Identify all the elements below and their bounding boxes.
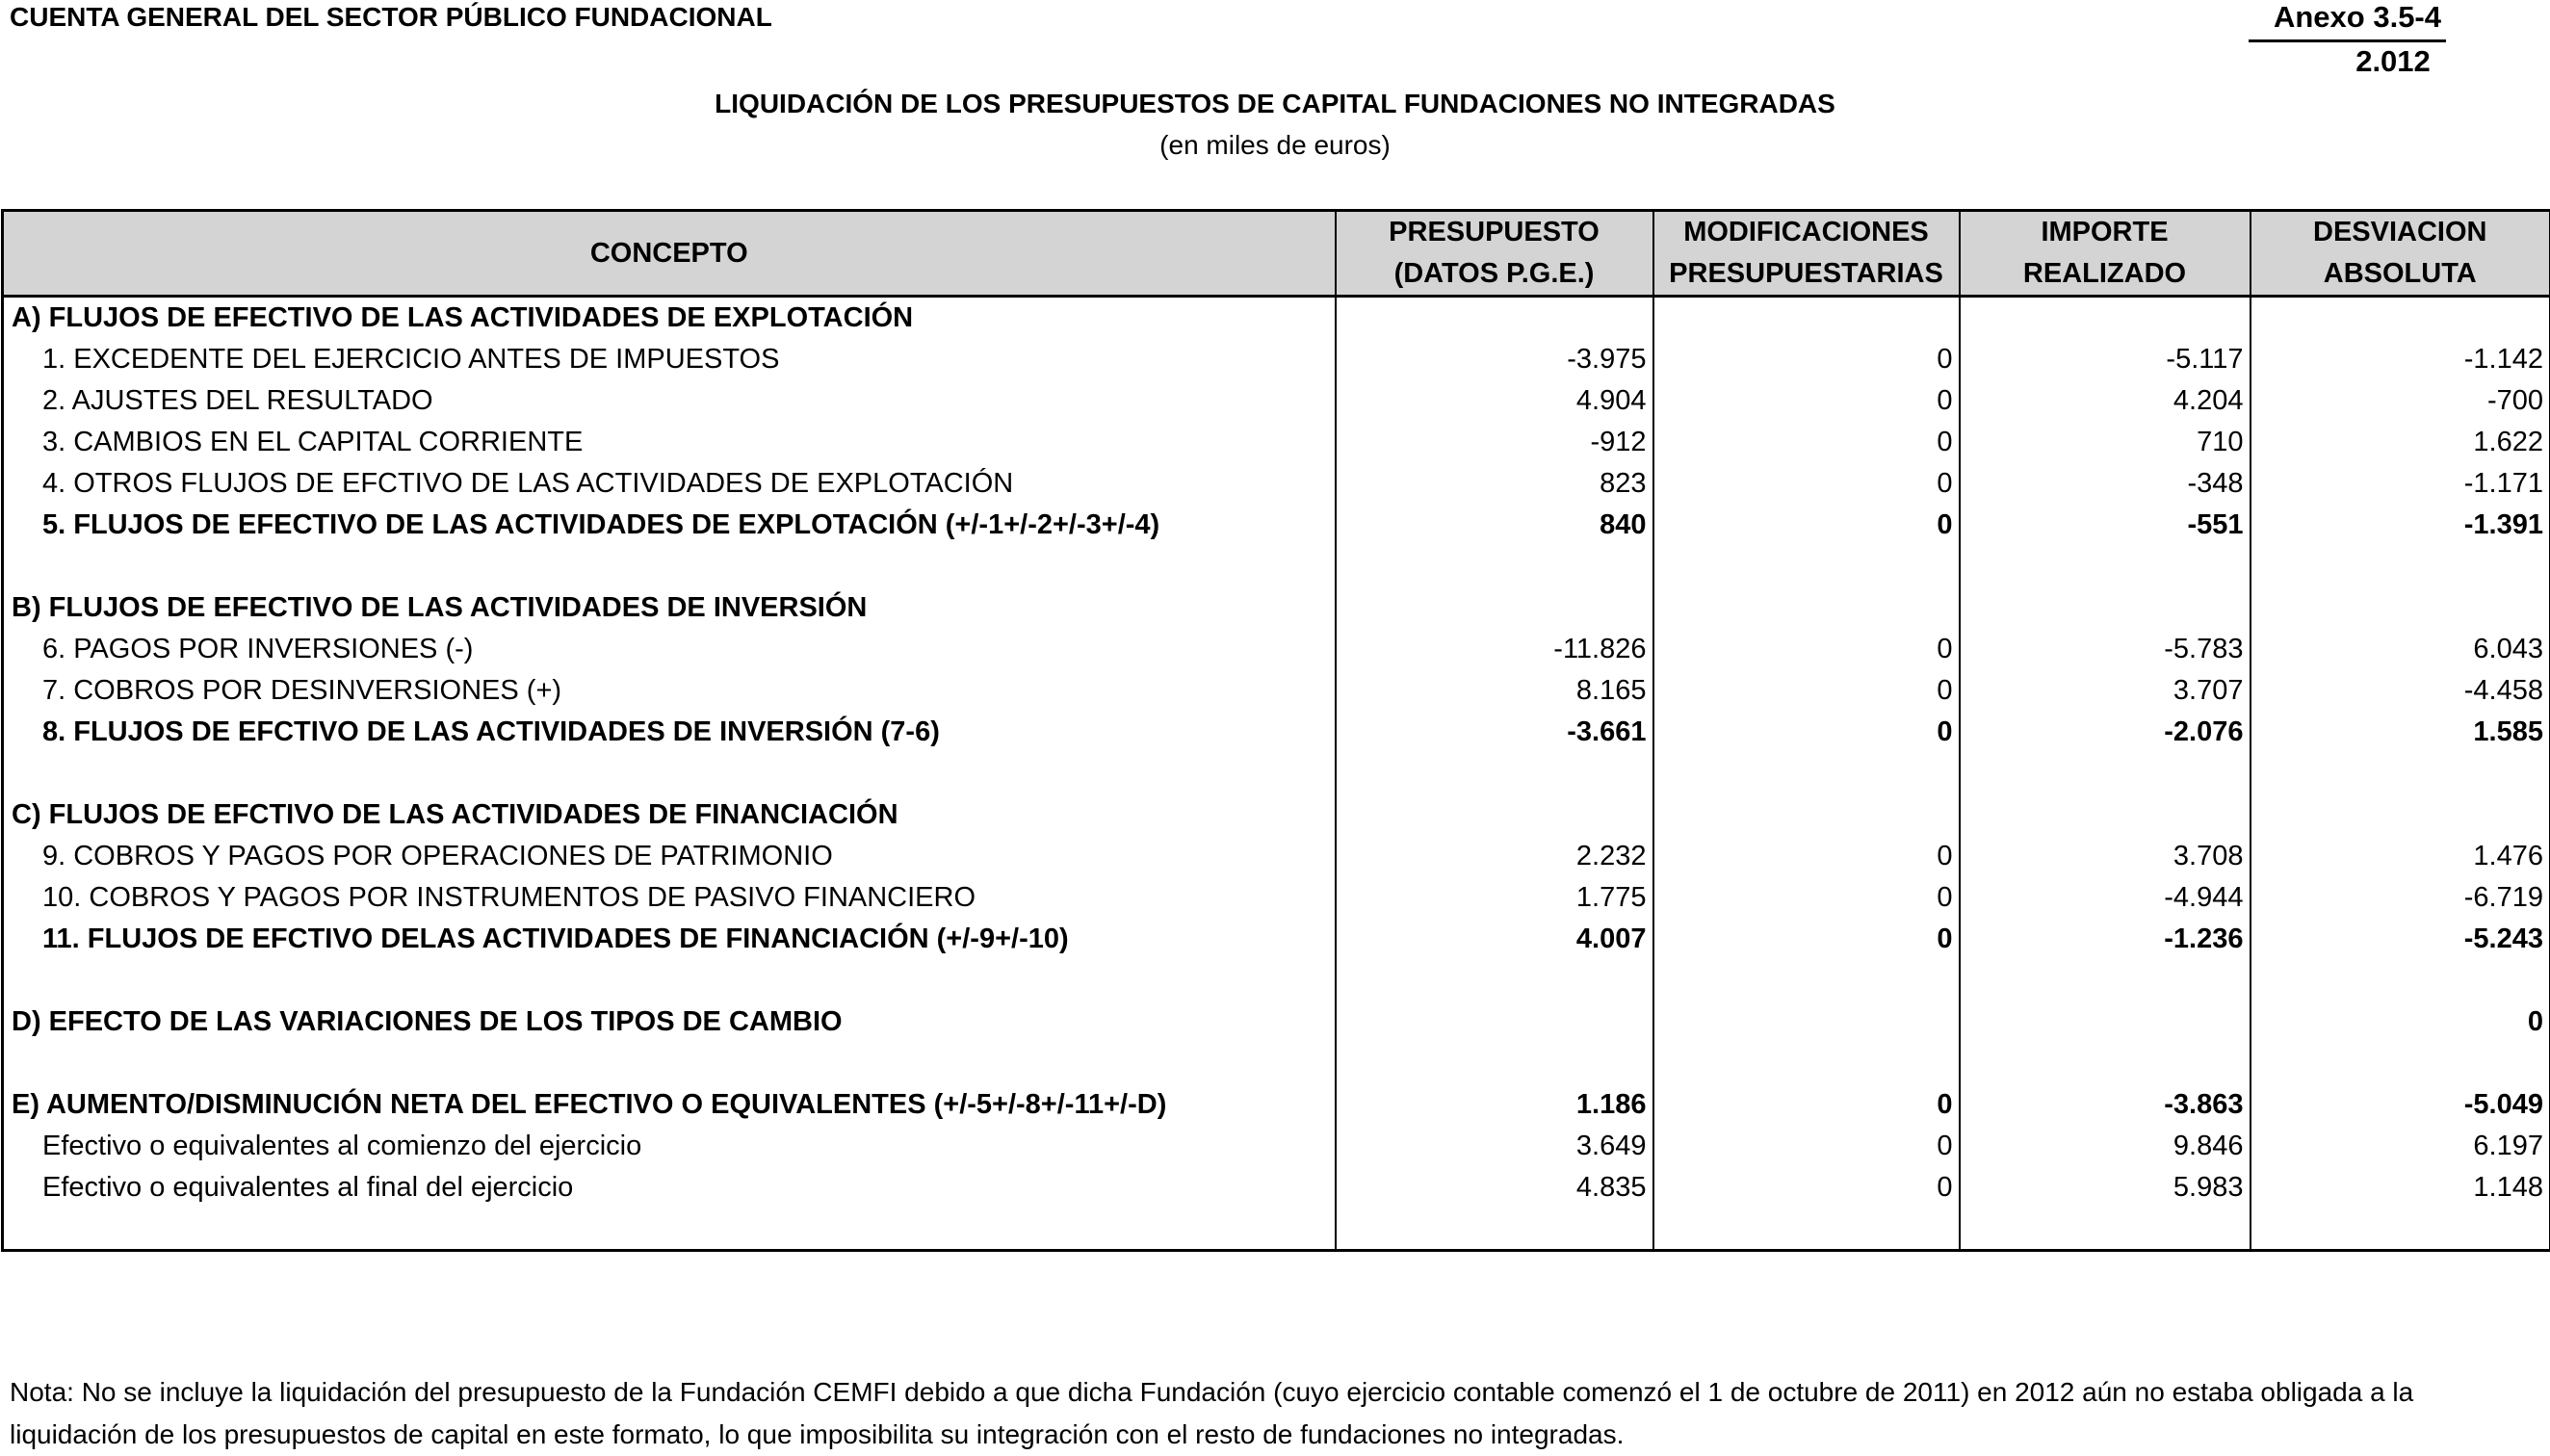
row-label: D) EFECTO DE LAS VARIACIONES DE LOS TIPOS DE CAMBIO bbox=[3, 1001, 1336, 1043]
cell-presupuesto: 3.649 bbox=[1336, 1126, 1653, 1167]
row-label: 8. FLUJOS DE EFCTIVO DE LAS ACTIVIDADES DE INVERSIÓN (7-6) bbox=[3, 712, 1336, 753]
cell-desviacion: 1.585 bbox=[2251, 712, 2550, 753]
cell-importe-realizado: -551 bbox=[1960, 505, 2251, 546]
cell-importe-realizado: 710 bbox=[1960, 422, 2251, 463]
table-row bbox=[3, 546, 2550, 587]
cell-importe-realizado bbox=[1960, 960, 2251, 1001]
cell-importe-realizado: 4.204 bbox=[1960, 380, 2251, 422]
cell-presupuesto: 823 bbox=[1336, 463, 1653, 505]
column-header-presupuesto: PRESUPUESTO (DATOS P.G.E.) bbox=[1336, 211, 1653, 297]
row-label: E) AUMENTO/DISMINUCIÓN NETA DEL EFECTIVO O EQUIVALENTES (+/-5+/-8+/-11+/-D) bbox=[3, 1084, 1336, 1126]
column-header-desviacion: DESVIACION ABSOLUTA bbox=[2251, 211, 2550, 297]
cell-modificaciones: 0 bbox=[1653, 1167, 1960, 1209]
cell-desviacion: 1.622 bbox=[2251, 422, 2550, 463]
cell-importe-realizado: 5.983 bbox=[1960, 1167, 2251, 1209]
table-row bbox=[3, 1001, 2550, 1043]
cell-importe-realizado: 9.846 bbox=[1960, 1126, 2251, 1167]
row-label: 4. OTROS FLUJOS DE EFCTIVO DE LAS ACTIVIDADES DE EXPLOTACIÓN bbox=[3, 463, 1336, 505]
table-body bbox=[3, 297, 2550, 1251]
cell-modificaciones bbox=[1653, 1001, 1960, 1043]
row-label: 7. COBROS POR DESINVERSIONES (+) bbox=[3, 670, 1336, 712]
footnote: Nota: No se incluye la liquidación del presupuesto de la Fundación CEMFI debido a que dicha Fundación (cuyo ejercicio contable comenzó el 1 de octubre de 2011) en 2012 aún no estaba obligada a la liquidación de los presupuestos de capital en este formato, lo que imposibilita su integración con el resto de fundaciones no integradas. bbox=[10, 1371, 2542, 1456]
cell-importe-realizado: -4.944 bbox=[1960, 877, 2251, 919]
cell-desviacion: 1.476 bbox=[2251, 836, 2550, 877]
cell-modificaciones: 0 bbox=[1653, 670, 1960, 712]
cell-presupuesto: 840 bbox=[1336, 505, 1653, 546]
cell-modificaciones: 0 bbox=[1653, 629, 1960, 670]
cell-presupuesto: 1.186 bbox=[1336, 1084, 1653, 1126]
table-row bbox=[3, 753, 2550, 794]
table-row bbox=[3, 422, 2550, 463]
cell-presupuesto bbox=[1336, 960, 1653, 1001]
column-header-concepto: CONCEPTO bbox=[3, 211, 1336, 297]
table-row bbox=[3, 380, 2550, 422]
cell-presupuesto: 4.904 bbox=[1336, 380, 1653, 422]
cell-presupuesto bbox=[1336, 1043, 1653, 1084]
table-row bbox=[3, 1209, 2550, 1251]
cell-importe-realizado: -2.076 bbox=[1960, 712, 2251, 753]
cell-presupuesto bbox=[1336, 297, 1653, 340]
cell-presupuesto bbox=[1336, 1001, 1653, 1043]
row-label: 9. COBROS Y PAGOS POR OPERACIONES DE PATRIMONIO bbox=[3, 836, 1336, 877]
budget-table bbox=[1, 209, 2550, 1252]
row-label: Efectivo o equivalentes al comienzo del ejercicio bbox=[3, 1126, 1336, 1167]
cell-importe-realizado: -1.236 bbox=[1960, 919, 2251, 960]
cell-importe-realizado bbox=[1960, 1001, 2251, 1043]
table-row bbox=[3, 463, 2550, 505]
row-label: 3. CAMBIOS EN EL CAPITAL CORRIENTE bbox=[3, 422, 1336, 463]
cell-presupuesto: 8.165 bbox=[1336, 670, 1653, 712]
row-label bbox=[3, 1209, 1336, 1251]
table-row bbox=[3, 836, 2550, 877]
cell-desviacion bbox=[2251, 587, 2550, 629]
table-row bbox=[3, 339, 2550, 380]
cell-modificaciones: 0 bbox=[1653, 836, 1960, 877]
cell-desviacion: 0 bbox=[2251, 1001, 2550, 1043]
cell-desviacion: -6.719 bbox=[2251, 877, 2550, 919]
cell-importe-realizado bbox=[1960, 753, 2251, 794]
cell-modificaciones bbox=[1653, 297, 1960, 340]
cell-importe-realizado: -5.117 bbox=[1960, 339, 2251, 380]
cell-modificaciones bbox=[1653, 753, 1960, 794]
cell-importe-realizado bbox=[1960, 297, 2251, 340]
cell-modificaciones: 0 bbox=[1653, 463, 1960, 505]
cell-modificaciones: 0 bbox=[1653, 339, 1960, 380]
row-label: 11. FLUJOS DE EFCTIVO DELAS ACTIVIDADES DE FINANCIACIÓN (+/-9+/-10) bbox=[3, 919, 1336, 960]
cell-modificaciones: 0 bbox=[1653, 1084, 1960, 1126]
cell-importe-realizado bbox=[1960, 1043, 2251, 1084]
cell-desviacion bbox=[2251, 960, 2550, 1001]
cell-modificaciones bbox=[1653, 546, 1960, 587]
row-label: 10. COBROS Y PAGOS POR INSTRUMENTOS DE PASIVO FINANCIERO bbox=[3, 877, 1336, 919]
row-label: 1. EXCEDENTE DEL EJERCICIO ANTES DE IMPUESTOS bbox=[3, 339, 1336, 380]
table-row bbox=[3, 877, 2550, 919]
document-subtitle: (en miles de euros) bbox=[0, 130, 2550, 161]
cell-importe-realizado bbox=[1960, 546, 2251, 587]
cell-modificaciones: 0 bbox=[1653, 919, 1960, 960]
row-label bbox=[3, 546, 1336, 587]
table-header-row bbox=[3, 211, 2550, 297]
row-label bbox=[3, 753, 1336, 794]
cell-desviacion: -5.243 bbox=[2251, 919, 2550, 960]
document-title: LIQUIDACIÓN DE LOS PRESUPUESTOS DE CAPITAL FUNDACIONES NO INTEGRADAS bbox=[0, 89, 2550, 119]
cell-importe-realizado: 3.707 bbox=[1960, 670, 2251, 712]
cell-presupuesto: 4.007 bbox=[1336, 919, 1653, 960]
table-row bbox=[3, 297, 2550, 340]
cell-desviacion: -700 bbox=[2251, 380, 2550, 422]
cell-presupuesto: -3.975 bbox=[1336, 339, 1653, 380]
cell-modificaciones bbox=[1653, 794, 1960, 836]
cell-presupuesto: -912 bbox=[1336, 422, 1653, 463]
cell-importe-realizado: -5.783 bbox=[1960, 629, 2251, 670]
annex-label: Anexo 3.5-4 bbox=[2249, 0, 2441, 35]
cell-presupuesto bbox=[1336, 753, 1653, 794]
cell-presupuesto: -11.826 bbox=[1336, 629, 1653, 670]
table-row bbox=[3, 505, 2550, 546]
cell-desviacion bbox=[2251, 1209, 2550, 1251]
row-label bbox=[3, 1043, 1336, 1084]
cell-importe-realizado bbox=[1960, 1209, 2251, 1251]
cell-importe-realizado bbox=[1960, 794, 2251, 836]
cell-desviacion bbox=[2251, 753, 2550, 794]
row-label bbox=[3, 960, 1336, 1001]
cell-desviacion: -1.171 bbox=[2251, 463, 2550, 505]
cell-desviacion: -5.049 bbox=[2251, 1084, 2550, 1126]
column-header-importe-realizado: IMPORTE REALIZADO bbox=[1960, 211, 2251, 297]
cell-modificaciones: 0 bbox=[1653, 1126, 1960, 1167]
cell-importe-realizado: 3.708 bbox=[1960, 836, 2251, 877]
cell-desviacion: 1.148 bbox=[2251, 1167, 2550, 1209]
cell-desviacion: 6.197 bbox=[2251, 1126, 2550, 1167]
cell-modificaciones bbox=[1653, 960, 1960, 1001]
table-row bbox=[3, 587, 2550, 629]
cell-modificaciones bbox=[1653, 1043, 1960, 1084]
table-row bbox=[3, 960, 2550, 1001]
cell-modificaciones: 0 bbox=[1653, 380, 1960, 422]
cell-desviacion bbox=[2251, 1043, 2550, 1084]
organization-title: CUENTA GENERAL DEL SECTOR PÚBLICO FUNDACIONAL bbox=[10, 2, 772, 33]
cell-desviacion: -1.391 bbox=[2251, 505, 2550, 546]
table-row bbox=[3, 1043, 2550, 1084]
cell-modificaciones: 0 bbox=[1653, 505, 1960, 546]
cell-modificaciones bbox=[1653, 587, 1960, 629]
cell-modificaciones: 0 bbox=[1653, 422, 1960, 463]
table-row bbox=[3, 919, 2550, 960]
cell-modificaciones bbox=[1653, 1209, 1960, 1251]
table-row bbox=[3, 629, 2550, 670]
cell-presupuesto bbox=[1336, 1209, 1653, 1251]
table-row bbox=[3, 712, 2550, 753]
cell-presupuesto: -3.661 bbox=[1336, 712, 1653, 753]
row-label: B) FLUJOS DE EFECTIVO DE LAS ACTIVIDADES DE INVERSIÓN bbox=[3, 587, 1336, 629]
cell-desviacion bbox=[2251, 794, 2550, 836]
table-row bbox=[3, 1167, 2550, 1209]
column-header-modificaciones: MODIFICACIONES PRESUPUESTARIAS bbox=[1653, 211, 1960, 297]
cell-presupuesto bbox=[1336, 546, 1653, 587]
cell-presupuesto bbox=[1336, 794, 1653, 836]
annex-underline bbox=[2249, 39, 2446, 42]
row-label: 2. AJUSTES DEL RESULTADO bbox=[3, 380, 1336, 422]
cell-modificaciones: 0 bbox=[1653, 712, 1960, 753]
cell-importe-realizado: -3.863 bbox=[1960, 1084, 2251, 1126]
table-row bbox=[3, 794, 2550, 836]
cell-desviacion: -1.142 bbox=[2251, 339, 2550, 380]
cell-desviacion: -4.458 bbox=[2251, 670, 2550, 712]
table-row bbox=[3, 670, 2550, 712]
cell-presupuesto: 4.835 bbox=[1336, 1167, 1653, 1209]
cell-importe-realizado bbox=[1960, 587, 2251, 629]
row-label: Efectivo o equivalentes al final del ejercicio bbox=[3, 1167, 1336, 1209]
cell-presupuesto bbox=[1336, 587, 1653, 629]
cell-presupuesto: 1.775 bbox=[1336, 877, 1653, 919]
cell-desviacion bbox=[2251, 546, 2550, 587]
cell-importe-realizado: -348 bbox=[1960, 463, 2251, 505]
cell-desviacion bbox=[2251, 297, 2550, 340]
row-label: C) FLUJOS DE EFCTIVO DE LAS ACTIVIDADES DE FINANCIACIÓN bbox=[3, 794, 1336, 836]
row-label: 5. FLUJOS DE EFECTIVO DE LAS ACTIVIDADES DE EXPLOTACIÓN (+/-1+/-2+/-3+/-4) bbox=[3, 505, 1336, 546]
table-row bbox=[3, 1084, 2550, 1126]
cell-desviacion: 6.043 bbox=[2251, 629, 2550, 670]
cell-presupuesto: 2.232 bbox=[1336, 836, 1653, 877]
row-label: A) FLUJOS DE EFECTIVO DE LAS ACTIVIDADES DE EXPLOTACIÓN bbox=[3, 297, 1336, 340]
row-label: 6. PAGOS POR INVERSIONES (-) bbox=[3, 629, 1336, 670]
year-label: 2.012 bbox=[2340, 44, 2446, 79]
table-row bbox=[3, 1126, 2550, 1167]
cell-modificaciones: 0 bbox=[1653, 877, 1960, 919]
